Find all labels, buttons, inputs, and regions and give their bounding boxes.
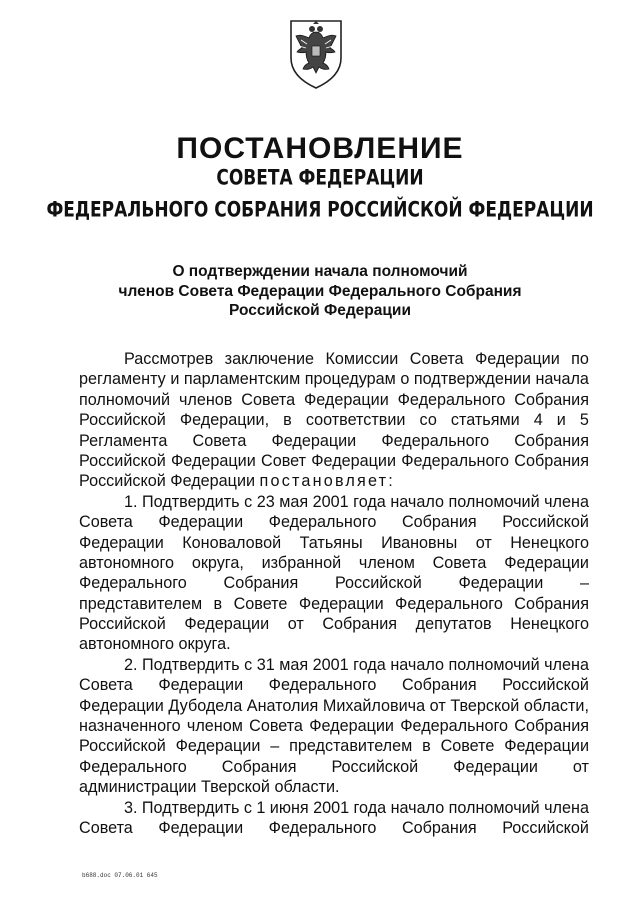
body-word: начало bbox=[390, 798, 445, 817]
body-word: процедурам bbox=[304, 370, 396, 389]
body-word: в bbox=[283, 411, 292, 430]
body-word: подтверждении bbox=[413, 370, 531, 389]
body-word: – bbox=[270, 737, 280, 756]
body-word: Совете bbox=[233, 594, 288, 613]
body-word: Коноваловой bbox=[182, 533, 282, 552]
body-line bbox=[79, 818, 589, 838]
body-word: в bbox=[213, 594, 223, 613]
body-line bbox=[79, 573, 589, 593]
issuer-line-2: ФЕДЕРАЛЬНОГО СОБРАНИЯ РОССИЙСКОЙ ФЕДЕРАЦИИ bbox=[46, 197, 594, 223]
body-word: июня bbox=[269, 798, 309, 817]
body-word: Собрания bbox=[401, 676, 477, 695]
body-word: соответствии bbox=[305, 411, 406, 430]
body-word: 2001 bbox=[312, 655, 349, 674]
body-word: Дубодела bbox=[168, 696, 243, 715]
body-word: по bbox=[571, 350, 589, 368]
body-word: Собрания bbox=[514, 451, 589, 470]
body-word: со bbox=[419, 411, 437, 430]
body-word: полномочий bbox=[448, 798, 540, 817]
body-word: Федерального bbox=[79, 574, 187, 593]
body-line bbox=[79, 614, 589, 634]
body-word: Федерации, bbox=[179, 411, 270, 430]
body-word: полномочий bbox=[448, 655, 540, 674]
body-word: Собрания bbox=[322, 615, 398, 634]
issuer-line-1: СОВЕТА ФЕДЕРАЦИИ bbox=[216, 165, 424, 191]
body-word: Федерации bbox=[79, 696, 164, 715]
body-word: 23 bbox=[256, 492, 275, 511]
body-word: Российской bbox=[331, 757, 419, 776]
body-word: регламенту bbox=[79, 370, 166, 389]
body-word: Федерации bbox=[474, 350, 560, 368]
body-word: Регламента bbox=[79, 431, 168, 450]
body-line bbox=[79, 798, 589, 818]
body-word: года bbox=[353, 798, 387, 817]
document-body bbox=[79, 349, 589, 838]
body-word: области, bbox=[523, 696, 589, 715]
body-word: представителем bbox=[79, 594, 203, 613]
body-word: полномочий bbox=[448, 492, 540, 511]
body-word: Татьяны bbox=[299, 533, 363, 552]
body-word: Федерации bbox=[309, 717, 394, 736]
body-word: от bbox=[475, 533, 492, 552]
body-word: мая bbox=[279, 655, 309, 674]
body-word: члена bbox=[544, 798, 589, 817]
body-word: Совете bbox=[440, 737, 495, 756]
body-line bbox=[79, 696, 589, 716]
body-line bbox=[79, 369, 589, 389]
document-title: ПОСТАНОВЛЕНИЕ bbox=[176, 132, 464, 165]
body-word: Совета bbox=[409, 350, 464, 368]
body-word: 1 bbox=[256, 798, 266, 817]
body-word: Собрания bbox=[221, 757, 297, 776]
body-line bbox=[79, 451, 589, 471]
body-word: Российской bbox=[334, 574, 422, 593]
subject-line: О подтверждении начала полномочий bbox=[172, 263, 468, 280]
body-word: члена bbox=[544, 492, 589, 511]
body-word: Федерации bbox=[175, 737, 261, 756]
body-word: Российской bbox=[79, 451, 166, 470]
body-word: 31 bbox=[256, 655, 275, 674]
body-word: Собрания bbox=[401, 513, 477, 532]
subject-line: Российской Федерации bbox=[229, 302, 411, 319]
body-word: Федерального bbox=[79, 757, 187, 776]
body-word: о bbox=[400, 370, 410, 389]
body-word: Подтвердить bbox=[142, 655, 240, 674]
body-line bbox=[79, 410, 589, 430]
body-word: – bbox=[579, 574, 589, 593]
body-line: администрации Тверской области. bbox=[79, 778, 340, 797]
body-word: Тверской bbox=[450, 696, 520, 715]
body-word: парламентским bbox=[183, 370, 301, 389]
body-word: Комиссии bbox=[325, 350, 399, 368]
body-word: от bbox=[429, 696, 446, 715]
body-word: и bbox=[556, 411, 566, 430]
body-word: Собрания bbox=[223, 574, 299, 593]
body-word: Подтвердить bbox=[141, 798, 240, 817]
document-subject bbox=[0, 262, 640, 321]
body-word: Российской bbox=[79, 615, 166, 634]
body-word: Анатолия bbox=[246, 696, 319, 715]
body-word: Федерации bbox=[504, 553, 589, 572]
body-word: членом bbox=[186, 717, 243, 736]
body-line: автономного округа. bbox=[79, 635, 231, 654]
body-word: Российской bbox=[502, 513, 589, 532]
body-word: округа, bbox=[191, 553, 244, 572]
body-word: с bbox=[244, 655, 253, 674]
body-line bbox=[79, 655, 589, 675]
body-word: мая bbox=[279, 492, 309, 511]
body-word: Собрания bbox=[514, 594, 589, 613]
body-word: Ненецкого bbox=[510, 615, 589, 634]
body-word: начало bbox=[390, 655, 444, 674]
body-word: Российской bbox=[79, 737, 166, 756]
body-word: Рассмотрев bbox=[124, 350, 214, 368]
body-word: Федерации bbox=[303, 390, 389, 409]
body-line bbox=[79, 716, 589, 736]
body-word: с bbox=[243, 798, 252, 817]
body-word: Федерального bbox=[397, 390, 506, 409]
body-word: Федерального bbox=[268, 676, 377, 695]
body-word: 2. bbox=[124, 655, 138, 674]
body-word: депутатов bbox=[415, 615, 492, 634]
body-word: с bbox=[244, 492, 253, 511]
body-word: Совета bbox=[241, 390, 296, 409]
body-word: автономного bbox=[79, 553, 175, 572]
body-word: Российской bbox=[502, 818, 589, 837]
body-word: 3. bbox=[124, 798, 138, 817]
body-word: Федерации bbox=[298, 594, 384, 613]
body-word: Михайловича bbox=[322, 696, 426, 715]
body-word: 1. bbox=[124, 492, 138, 511]
body-word: Собрания bbox=[514, 390, 589, 409]
body-word: Федерального bbox=[395, 594, 503, 613]
body-word: года bbox=[353, 655, 386, 674]
body-word: Совет bbox=[261, 451, 306, 470]
body-word: Федерации bbox=[79, 533, 164, 552]
body-word: Федерации bbox=[311, 451, 396, 470]
body-word: избранной bbox=[261, 553, 342, 572]
body-line bbox=[79, 492, 589, 512]
body-word: Собрания bbox=[401, 818, 477, 837]
resolution-keyword: постановляет: bbox=[259, 472, 395, 491]
body-word: Федерации bbox=[458, 574, 544, 593]
body-word: Российской bbox=[79, 411, 166, 430]
body-word: Федерального bbox=[401, 451, 510, 470]
body-line bbox=[79, 675, 589, 695]
body-word: от bbox=[287, 615, 304, 634]
body-word: членов bbox=[178, 390, 233, 409]
body-word: и bbox=[170, 370, 180, 389]
body-line bbox=[79, 736, 589, 756]
body-word: Федерации bbox=[158, 513, 244, 532]
body-word: Ненецкого bbox=[510, 533, 589, 552]
body-word: 2001 bbox=[312, 492, 349, 511]
body-word: Федерации bbox=[271, 431, 357, 450]
body-line bbox=[79, 471, 589, 491]
body-word: Российской bbox=[502, 676, 589, 695]
body-line bbox=[79, 349, 589, 369]
body-word: 4 bbox=[533, 411, 543, 430]
body-word: Федерации bbox=[184, 615, 270, 634]
body-word: членом bbox=[358, 553, 415, 572]
body-word: Совета bbox=[249, 717, 303, 736]
body-word: Совета bbox=[79, 676, 133, 695]
body-word: 2001 bbox=[313, 798, 350, 817]
file-reference: b688.doc 07.06.01 645 bbox=[82, 872, 158, 879]
body-word: года bbox=[353, 492, 386, 511]
body-line bbox=[79, 757, 589, 777]
body-line bbox=[79, 594, 589, 614]
body-word: Подтвердить bbox=[142, 492, 240, 511]
body-word: начала bbox=[535, 370, 589, 389]
body-word: 5 bbox=[579, 411, 589, 430]
body-word: Федерального bbox=[268, 818, 377, 837]
body-word: Федерации bbox=[453, 757, 538, 776]
body-word: Совета bbox=[432, 553, 487, 572]
body-word: в bbox=[422, 737, 431, 756]
body-word: начало bbox=[390, 492, 444, 511]
subject-line: членов Совета Федерации Федерального Собрания bbox=[118, 282, 522, 300]
body-line bbox=[79, 431, 589, 451]
body-word: заключение bbox=[224, 350, 315, 368]
body-line bbox=[79, 533, 589, 553]
body-word: Собрания bbox=[514, 431, 589, 450]
body-word: статьями bbox=[450, 411, 520, 430]
body-word: представителем bbox=[289, 737, 413, 756]
body-word: Федерального bbox=[268, 513, 377, 532]
body-line bbox=[79, 390, 589, 410]
body-word: от bbox=[572, 757, 589, 776]
body-word: Федерального bbox=[381, 431, 490, 450]
coat-of-arms-emblem-icon bbox=[287, 18, 345, 90]
body-word: Совета bbox=[79, 818, 133, 837]
body-word: Совета bbox=[192, 431, 247, 450]
body-word: Федерации bbox=[158, 676, 244, 695]
body-word: Ивановны bbox=[381, 533, 458, 552]
body-word: Федерального bbox=[400, 717, 509, 736]
body-word: Федерации bbox=[158, 818, 244, 837]
body-word: члена bbox=[544, 655, 589, 674]
body-text: Российской Федерации bbox=[79, 472, 256, 491]
body-line bbox=[79, 553, 589, 573]
body-word: Совета bbox=[79, 513, 133, 532]
body-word: Федерации bbox=[504, 737, 589, 756]
body-line bbox=[79, 512, 589, 532]
body-word: Федерации bbox=[171, 451, 256, 470]
body-word: назначенного bbox=[79, 717, 181, 736]
body-word: Собрания bbox=[514, 717, 589, 736]
body-word: полномочий bbox=[79, 390, 171, 409]
